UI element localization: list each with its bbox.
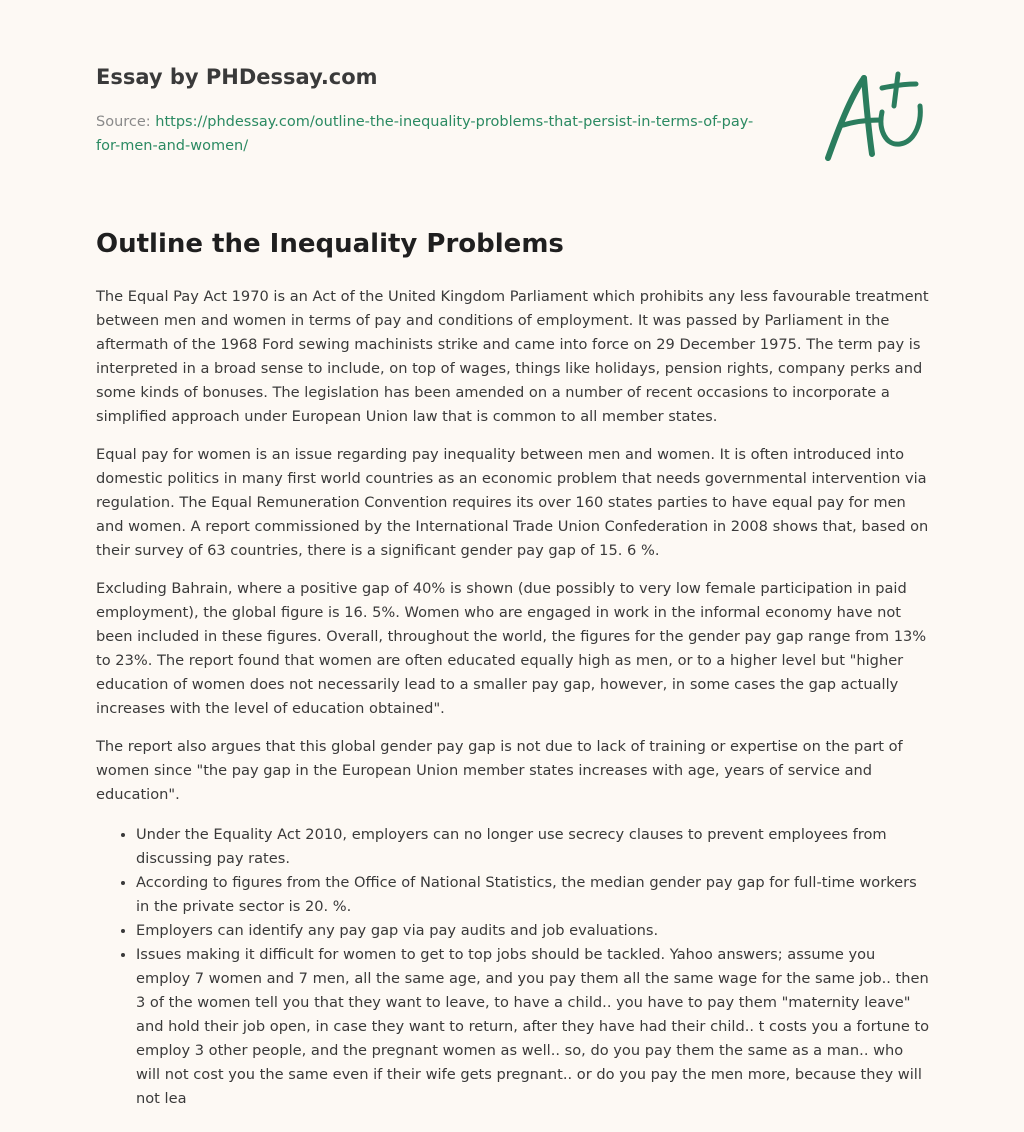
- list-item: • Employers can identify any pay gap via pay audits and job evaluations.: [136, 919, 930, 943]
- list-item: • Issues making it difficult for women to get to top jobs should be tackled. Yahoo answers; assume you employ 7 women and 7 men, all the same age, and you pay them all the same wage for the same job.. then 3 of the women tell you that they want to leave, to have a child.. you have to pay them "maternity leave" and hold their job open, in case they want to return, after they have had their child.. t costs you a fortune to employ 3 other people, and the pregnant women as well.. so, do you pay them the same as a man.. who will not cost you the same even if their wife gets pregnant.. or do you pay the men more, because they will not lea: [136, 943, 930, 1111]
- list-item: • According to figures from the Office of National Statistics, the median gender pay gap for full-time workers in the private sector is 20. %.: [136, 871, 930, 919]
- source-link[interactable]: https://phdessay.com/outline-the-inequality-problems-that-persist-in-terms-of-pay-for-men-and-women/: [96, 114, 754, 154]
- list-item: • Under the Equality Act 2010, employers can no longer use secrecy clauses to prevent employees from discussing pay rates.: [136, 823, 930, 871]
- a-plus-logo-icon: [820, 68, 930, 164]
- paragraph: The Equal Pay Act 1970 is an Act of the United Kingdom Parliament which prohibits any less favourable treatment between men and women in terms of pay and conditions of employment. It was passed by Parliament in the aftermath of the 1968 Ford sewing machinists strike and came into force on 29 December 1975. The term pay is interpreted in a broad sense to include, on top of wages, things like holidays, pension rights, company perks and some kinds of bonuses. The legislation has been amended on a number of recent occasions to incorporate a simplified approach under European Union law that is common to all member states.: [96, 288, 929, 425]
- source-label: Source:: [96, 114, 156, 130]
- site-brand: Essay by PHDessay.com: [96, 65, 378, 89]
- paragraph: The report also argues that this global gender pay gap is not due to lack of training or expertise on the part of women since "the pay gap in the European Union member states increases with age, years of service and education".: [96, 738, 903, 803]
- document-header: [96, 62, 776, 158]
- paragraph: Equal pay for women is an issue regarding pay inequality between men and women. It is often introduced into domestic politics in many first world countries as an economic problem that needs governmental intervention via regulation. The Equal Remuneration Convention requires its over 160 states parties to have equal pay for men and women. A report commissioned by the International Trade Union Confederation in 2008 shows that, based on their survey of 63 countries, there is a significant gender pay gap of 15. 6 %.: [96, 446, 929, 559]
- article-title: Outline the Inequality Problems: [96, 229, 564, 259]
- bullet-list: [96, 823, 930, 1111]
- article: [96, 224, 930, 1111]
- source-line: [96, 110, 776, 158]
- paragraph: Excluding Bahrain, where a positive gap of 40% is shown (due possibly to very low female participation in paid employment), the global figure is 16. 5%. Women who are engaged in work in the informal economy have not been included in these figures. Overall, throughout the world, the figures for the gender pay gap range from 13% to 23%. The report found that women are often educated equally high as men, or to a higher level but "higher education of women does not necessarily lead to a smaller pay gap, however, in some cases the gap actually increases with the level of education obtained".: [96, 580, 927, 717]
